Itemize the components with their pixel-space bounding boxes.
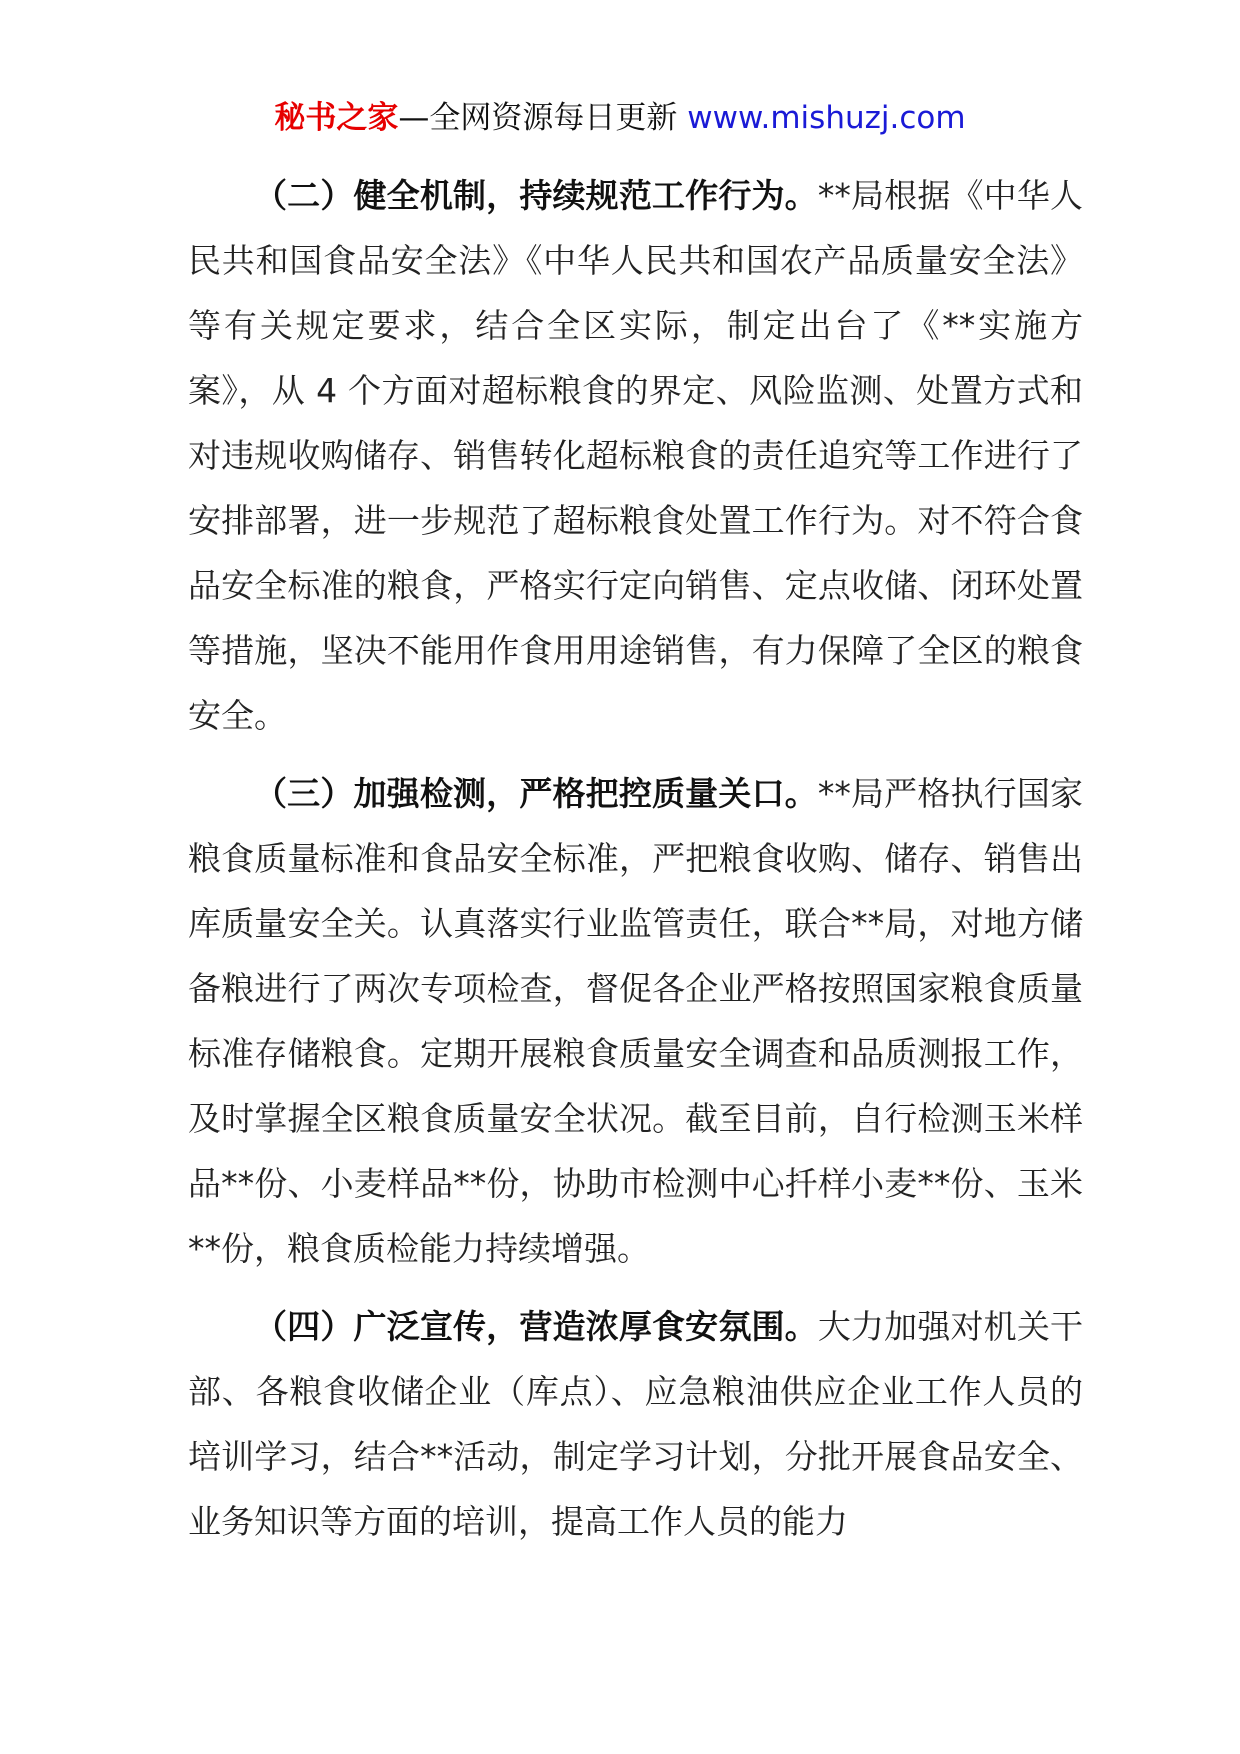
section-heading: （二）健全机制，持续规范工作行为。 [254, 176, 818, 215]
document-body [188, 163, 1083, 1567]
site-url[interactable]: www.mishuzj.com [687, 100, 966, 136]
paragraph-publicity [188, 1294, 1083, 1554]
paragraph-mechanism [188, 163, 1083, 748]
paragraph-text: **局严格执行国家粮食质量标准和食品安全标准，严把粮食收购、储存、销售出库质量安全关。认真落实行业监管责任，联合**局，对地方储备粮进行了两次专项检查，督促各企业严格按照国家粮食质量标准存储粮食。定期开展粮食质量安全调查和品质测报工作，及时掌握全区粮食质量安全状况。截至目前，自行检测玉米样品**份、小麦样品**份，协助市检测中心扦样小麦**份、玉米**份，粮食质检能力持续增强。 [188, 774, 1084, 1268]
paragraph-text: **局根据《中华人民共和国食品安全法》《中华人民共和国农产品质量安全法》等有关规定要求，结合全区实际，制定出台了《**实施方案》，从 4 个方面对超标粮食的界定、风险监测、处置方式和对违规收购储存、销售转化超标粮食的责任追究等工作进行了安排部署，进一步规范了超标粮食处置工作行为。对不符合食品安全标准的粮食，严格实行定向销售、定点收储、闭环处置等措施，坚决不能用作食用用途销售，有力保障了全区的粮食安全。 [188, 176, 1084, 735]
section-heading: （四）广泛宣传，营造浓厚食安氛围。 [254, 1307, 818, 1346]
header-tagline: —全网资源每日更新 [398, 100, 688, 136]
paragraph-text: 大力加强对机关干部、各粮食收储企业（库点）、应急粮油供应企业工作人员的培训学习，结合**活动，制定学习计划，分批开展食品安全、业务知识等方面的培训，提高工作人员的能力 [188, 1307, 1084, 1541]
section-heading: （三）加强检测，严格把控质量关口。 [254, 774, 818, 813]
brand-name: 秘书之家 [274, 100, 399, 136]
paragraph-testing [188, 761, 1083, 1281]
site-header [0, 98, 1240, 138]
